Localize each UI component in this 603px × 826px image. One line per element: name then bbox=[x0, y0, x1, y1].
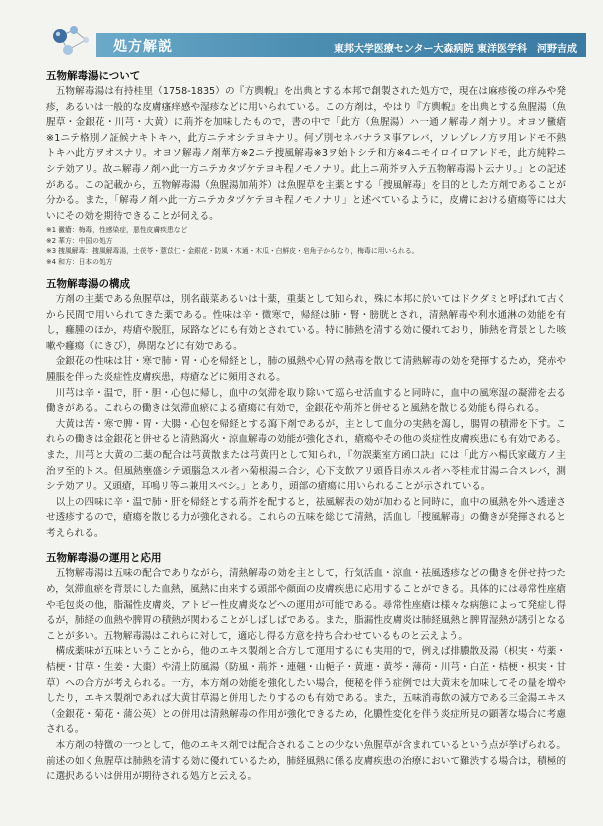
page-header bbox=[0, 0, 603, 62]
author-affiliation: 東邦大学医療センター大森病院 東洋医学科 河野吉成 bbox=[333, 44, 577, 55]
paragraph: 以上の四味に辛・温で肺・肝を帰経とする荊芥を配すると，祛風解表の効が加わると同時に，血中の風熱を外へ透達させ透疹するので，瘡瘍を散じる力が強化される。これらの五味を総じて清熱，活血し「捜風解毒」の働きが発揮されると考えられる。 bbox=[46, 496, 566, 539]
footnotes bbox=[46, 225, 566, 267]
section-heading: 五物解毒湯について bbox=[46, 70, 141, 82]
paragraph: 川芎は辛・温で，肝・胆・心包に帰し，血中の気滞を取り除いて巡らせ活血すると同時に，血中の風寒湿の凝滞を去る働きがある。これらの働きは気滞血瘀による瘡瘍に有効で，金銀花や荊芥と併せると風熱を散じる効能も得られる。 bbox=[46, 387, 566, 415]
paragraph: 本方剤の特徴の一つとして，他のエキス剤では配合されることの少ない魚腥草が含まれているという点が挙げられる。前述の如く魚腥草は肺熱を清する効に優れているため，肺経風熱に係る皮膚疾患の治療において難渋する場合は，積極的に選択あるいは併用が期待される処方と云える。 bbox=[46, 740, 566, 783]
paragraph: 方剤の主薬である魚腥草は，別名蕺菜あるいは十薬，重薬として知られ，殊に本邦に於いてはドクダミと呼ばれて古くから民間で用いられてきた薬である。性味は辛・微寒で，帰経は肺・腎・膀胱とされ，清熱解毒や利水通淋の効能を有し，癰腫のほか，痔瘡や脱肛，尿路などにも有効とされている。特に肺熱を清する効に優れており，肺熱を背景とした咳嗽や癰瘍（にきび），鼻閉などに有効である。 bbox=[46, 293, 566, 352]
molecule-logo-icon bbox=[46, 20, 102, 60]
section-heading: 五物解毒湯の構成 bbox=[46, 277, 130, 290]
article-body bbox=[46, 68, 566, 785]
paragraph: 五物解毒湯は五味の配合でありながら，清熱解毒の効を主として，行気活血・涼血・祛風透疹などの働きを併せ持つため，気滞血瘀を背景にした血熱，風熱に由来する頭部や顔面の皮膚疾患に応用することができる。具体的には尋常性座瘡や毛包炎の他，脂漏性皮膚炎，アトピー性皮膚炎などへの運用が可能である。尋常性座瘡は様々な病態によって発症し得るが，肺経の血熱や脾胃の積熱が関わることがしばしばである。また，脂漏性皮膚炎は肺経風熱と脾胃湿熱が誘引となることが多い。五物解毒湯はこれらに対して，適応し得る方意を持ち合わせているものと云えよう。 bbox=[46, 568, 566, 642]
paragraph: 五物解毒湯は有持桂里（1758-1835）の『方輿輗』を出典とする本邦で創製された処方で，現在は麻疹後の痒みや発疹，あるいは一般的な皮膚瘙痒感や湿疹などに用いられている。この方剤は，やはり『方輿輗』を出典とする魚腥湯（魚腥草・金銀花・川芎・大黄）に荊芥を加味したもので，書の中で「此方（魚腥湯）ハ一通ノ解毒ノ剤ナリ。オヨソ黴瘡※1ニテ格別ノ証候ナキトキハ，此方ニテオシテヨキナリ。何ゾ別セネバナラヌ事アレバ，ソレゾレノ方ヲ用レドモ不熱トキハ此方ヲオスナリ。オヨソ解毒ノ剤華方※2ニテ捜風解毒※3ヲ始トシテ和方※4ニモイロイロアレドモ，此方純粋ニシテ効アリ。故ニ解毒ノ剤ハ此一方ニテカタヅケテヨキ程ノモノナリ。此上ニ荊芥ヲ入テ五物解毒湯ト云ナリ。」との記述がある。この記載から，五物解毒湯（魚腥湯加荊芥）は魚腥草を主薬とする「捜風解毒」を目的とした方剤であることが分かる。また，「解毒ノ剤ハ此一方ニテカタヅケテヨキ程ノモノナリ」と述べているように，皮膚における瘡瘍等には大いにその効を期待できることが伺える。 bbox=[46, 86, 566, 222]
section-usage bbox=[46, 550, 566, 784]
footnote: ※2 華方：中国の処方 bbox=[46, 236, 113, 245]
section-composition bbox=[46, 276, 566, 542]
section-about bbox=[46, 68, 566, 267]
section-heading: 五物解毒湯の運用と応用 bbox=[46, 552, 162, 565]
section-title: 処方解説 bbox=[113, 39, 173, 55]
footnote: ※1 黴瘡：梅毒，性感染症，悪性皮膚疾患など bbox=[46, 226, 188, 235]
footnote: ※4 和方：日本の処方 bbox=[46, 257, 113, 266]
footnote: ※3 捜風解毒：捜風解毒湯，土茯苓・薏苡仁・金銀花・防風・木通・木瓜・白鮮皮・皂角子からなり，梅毒に用いられる。 bbox=[46, 247, 419, 256]
paragraph: 構成薬味が五味ということから，他のエキス製剤と合方して運用するにも実用的で，例えば排膿散及湯（枳実・芍薬・桔梗・甘草・生姜・大棗）や清上防風湯（防風・荊芥・連翹・山梔子・黄連・黄芩・薄荷・川芎・白芷・桔梗・枳実・甘草）への合方が考えられる。一方，本方剤の効能を強化したい場合，便秘を伴う症例では大黄末を加味してその量を増やしたり，エキス製剤であれば大黄甘草湯と併用したりするのも有効である。また，五味消毒飲の減方である三金湯エキス（金銀花・菊花・蒲公英）との併用は清熱解毒の作用が強化できるため，化膿性変化を伴う炎症所見の顕著な場合に考慮される。 bbox=[46, 646, 566, 736]
paragraph: 金銀花の性味は甘・寒で肺・胃・心を帰経とし，肺の風熱や心胃の熱毒を散じて清熱解毒の効を発揮するため，発赤や腫脹を伴った炎症性皮膚疾患，痔瘡などに頻用される。 bbox=[46, 356, 566, 383]
paragraph: 大黄は苦・寒で脾・胃・大腸・心包を帰経とする瀉下剤であるが，主として血分の実熱を瀉し，腸胃の積滞を下す。これらの働きは金銀花と併せると清熱瀉火・涼血解毒の効能が強化され，瘡瘍やその他の炎症性皮膚疾患にも有効である。また，川芎と大黄の二薬の配合は芎黄散または芎黄円として知られ，『勿誤薬室方函口訣』には「此方ハ楊氏家蔵方ノ主治ヲ至的トス。但風熱壅盛シテ頭腦急スル者ハ菊根湯ニ合シ，心下支飲アリ頭昏目赤スル者ハ苓桂朮甘湯ニ合スレバ，測シテ効アリ。又頭瘡，耳鳴リ等ニ兼用スベシ。」とあり，頭部の瘡瘍に用いられることが示されている。 bbox=[46, 418, 566, 493]
